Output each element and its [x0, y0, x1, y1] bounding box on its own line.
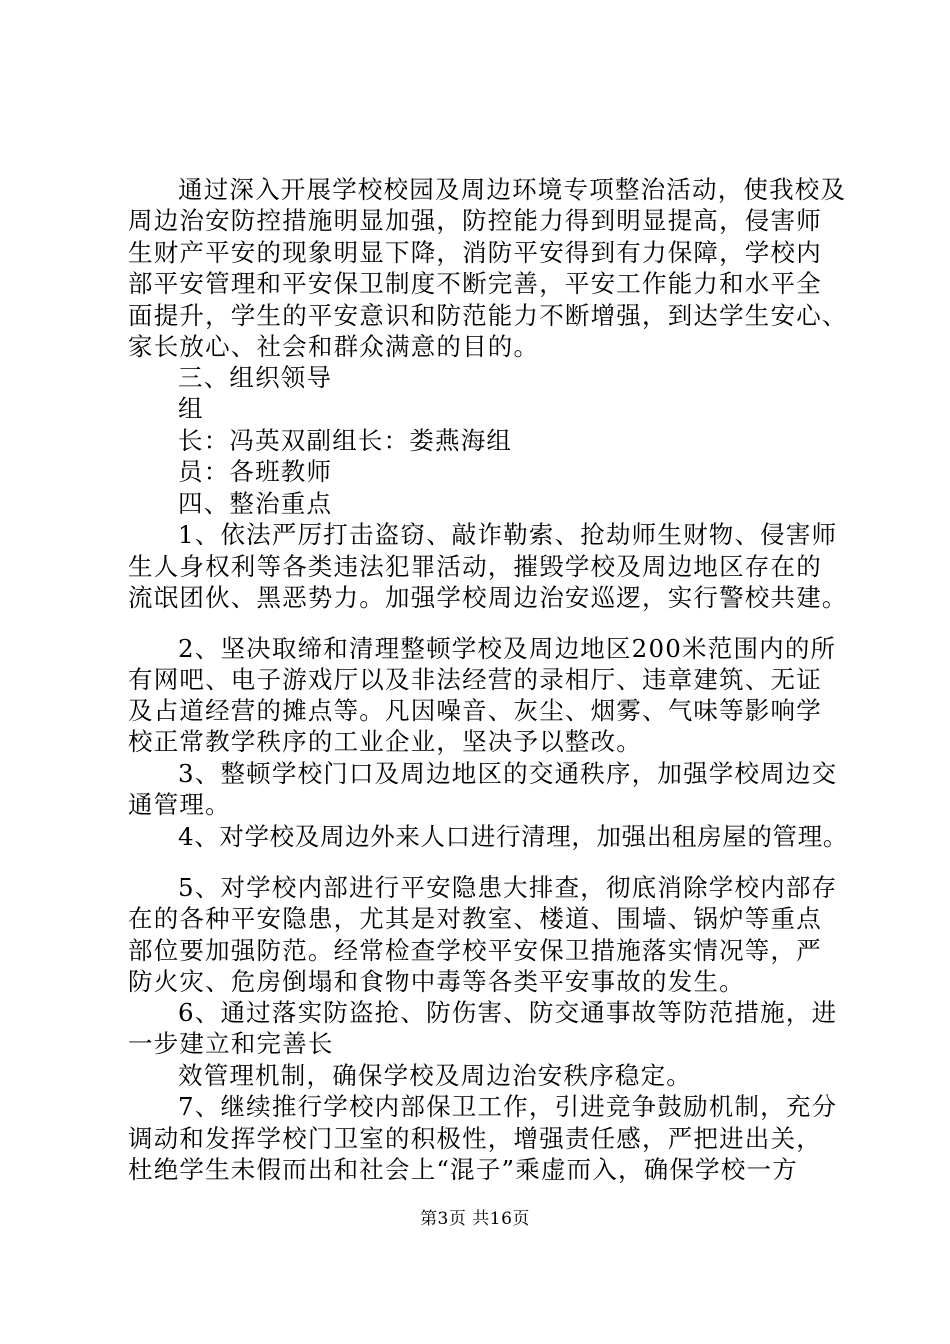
- text-line: 7、继续推行学校内部保卫工作，引进竞争鼓励机制，充分: [178, 1092, 838, 1121]
- text-line: 3、整顿学校门口及周边地区的交通秩序，加强学校周边交: [178, 759, 838, 788]
- text-line: 员：各班教师: [178, 457, 333, 486]
- text-line: 6、通过落实防盗抢、防伤害、防交通事故等防范措施，进: [178, 998, 838, 1027]
- text-line: 生人身权利等各类违法犯罪活动，摧毁学校及周边地区存在的: [128, 552, 822, 581]
- text-line: 生财产平安的现象明显下降，消防平安得到有力保障，学校内: [128, 238, 822, 267]
- text-line: 有网吧、电子游戏厅以及非法经营的录相厅、违章建筑、无证: [128, 665, 822, 694]
- text-line: 5、对学校内部进行平安隐患大排查，彻底消除学校内部存: [178, 873, 838, 902]
- text-line: 及占道经营的摊点等。凡因噪音、灰尘、烟雾、气味等影响学: [128, 696, 822, 725]
- text-line: 4、对学校及周边外来人口进行清理，加强出租房屋的管理。: [178, 822, 848, 851]
- section-heading: 四、整治重点: [178, 489, 333, 518]
- text-line: 2、坚决取缔和清理整顿学校及周边地区200米范围内的所: [178, 634, 837, 663]
- page-number-footer: 第3页 共16页: [420, 1209, 530, 1229]
- text-line: 流氓团伙、黑恶势力。加强学校周边治安巡逻，实行警校共建。: [128, 583, 848, 612]
- text-line: 效管理机制，确保学校及周边治安秩序稳定。: [178, 1061, 692, 1090]
- text-line: 1、依法严厉打击盗窃、敲诈勒索、抢劫师生财物、侵害师: [178, 520, 838, 549]
- text-line: 防火灾、危房倒塌和食物中毒等各类平安事故的发生。: [128, 967, 745, 996]
- text-line: 部平安管理和平安保卫制度不断完善，平安工作能力和水平全: [128, 269, 822, 298]
- text-line: 在的各种平安隐患，尤其是对教室、楼道、围墙、锅炉等重点: [128, 904, 822, 933]
- text-line: 家长放心、社会和群众满意的目的。: [128, 332, 540, 361]
- text-line: 杜绝学生未假而出和社会上“混子”乘虚而入，确保学校一方: [128, 1155, 798, 1184]
- text-line: 组: [178, 394, 204, 423]
- text-line: 校正常教学秩序的工业企业，坚决予以整改。: [128, 727, 642, 756]
- text-line: 调动和发挥学校门卫室的积极性，增强责任感，严把进出关，: [128, 1124, 822, 1153]
- text-line: 通过深入开展学校校园及周边环境专项整治活动，使我校及: [178, 175, 847, 204]
- text-line: 一步建立和完善长: [128, 1029, 334, 1058]
- text-line: 面提升，学生的平安意识和防范能力不断增强，到达学生安心、: [128, 301, 848, 330]
- text-line: 周边治安防控措施明显加强，防控能力得到明显提高，侵害师: [128, 206, 822, 235]
- text-line: 长：冯英双副组长：娄燕海组: [178, 426, 513, 455]
- section-heading: 三、组织领导: [178, 363, 333, 392]
- text-line: 部位要加强防范。经常检查学校平安保卫措施落实情况等，严: [128, 936, 822, 965]
- text-line: 通管理。: [128, 790, 231, 819]
